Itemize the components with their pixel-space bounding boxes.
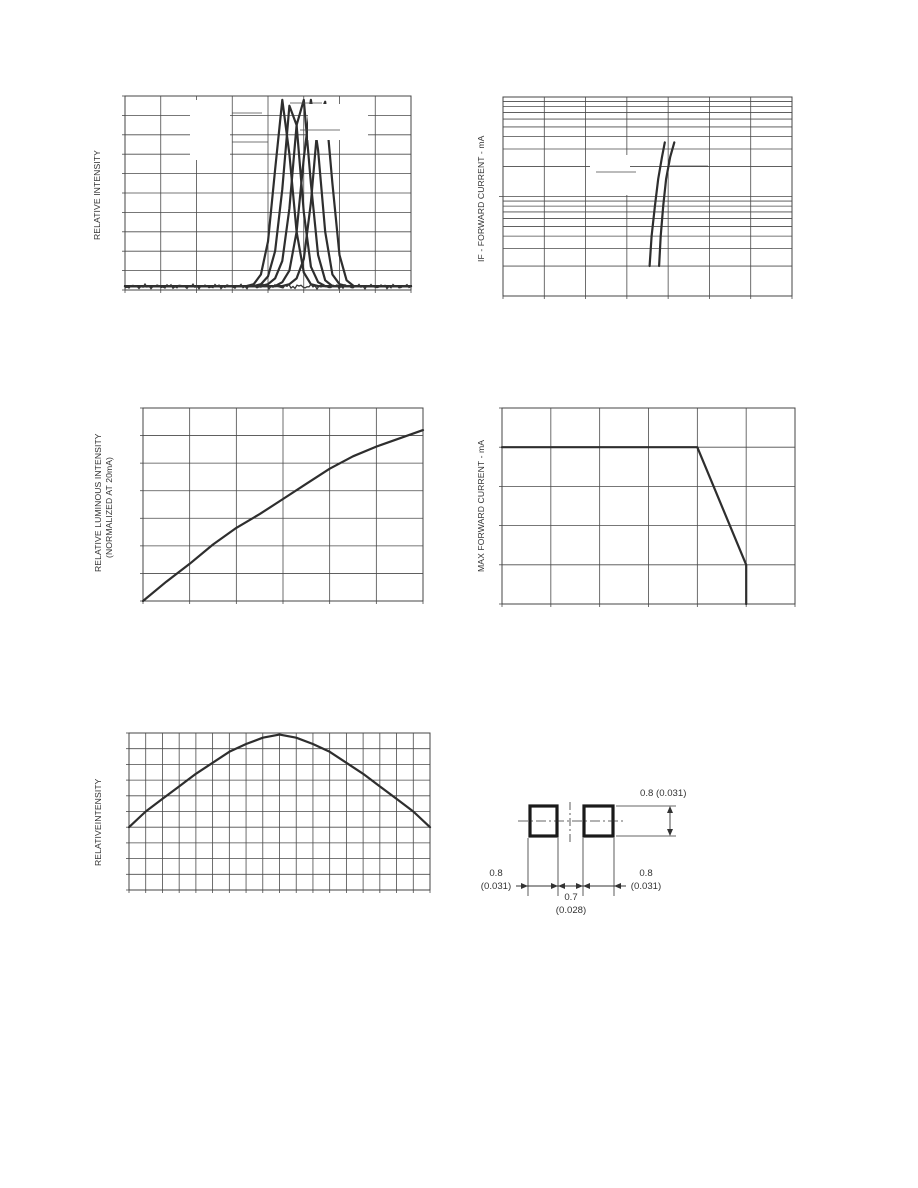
height-arrow-bottom <box>667 829 673 836</box>
luminous-grid <box>140 408 423 604</box>
gap-inch: (0.028) <box>555 905 587 916</box>
pad-layout-diagram <box>481 788 687 916</box>
spectrum-label-mask <box>190 100 230 160</box>
left-width-inch: (0.031) <box>480 881 512 892</box>
right-width-value: 0.8 <box>639 868 653 879</box>
forward-current-chart <box>476 97 792 299</box>
arrow <box>576 883 583 889</box>
arrow <box>521 883 528 889</box>
derating-chart <box>476 408 795 607</box>
forward-current-curves <box>650 142 675 266</box>
left-width-value: 0.8 <box>489 868 503 879</box>
arrow <box>583 883 590 889</box>
right-width-inch: (0.031) <box>630 881 662 892</box>
height-dimension-label: 0.8 (0.031) <box>640 788 687 799</box>
spectrum-y-axis-label: RELATIVE INTENSITY <box>92 150 102 240</box>
arrow <box>551 883 558 889</box>
forward-current-label-mask <box>590 155 630 195</box>
arrow <box>614 883 621 889</box>
luminous-y-axis-sublabel: (NORMALIZED AT 20mA) <box>104 456 114 558</box>
forward-current-y-axis-label: IF - FORWARD CURRENT - mA <box>476 135 486 262</box>
luminous-intensity-chart <box>93 408 423 604</box>
spectrum-chart <box>92 96 411 293</box>
height-arrow-top <box>667 806 673 813</box>
forward-current-grid <box>499 97 792 299</box>
radiation-grid <box>126 733 430 893</box>
gap-value: 0.7 <box>564 892 578 903</box>
radiation-chart <box>93 733 430 893</box>
derating-y-axis-label: MAX FORWARD CURRENT - mA <box>476 439 486 572</box>
radiation-y-axis-label: RELATIVEINTENSITY <box>93 778 103 866</box>
spectrum-label-mask <box>308 104 368 140</box>
luminous-y-axis-label: RELATIVE LUMINOUS INTENSITY <box>93 433 103 572</box>
derating-grid <box>499 408 795 607</box>
arrow <box>558 883 565 889</box>
